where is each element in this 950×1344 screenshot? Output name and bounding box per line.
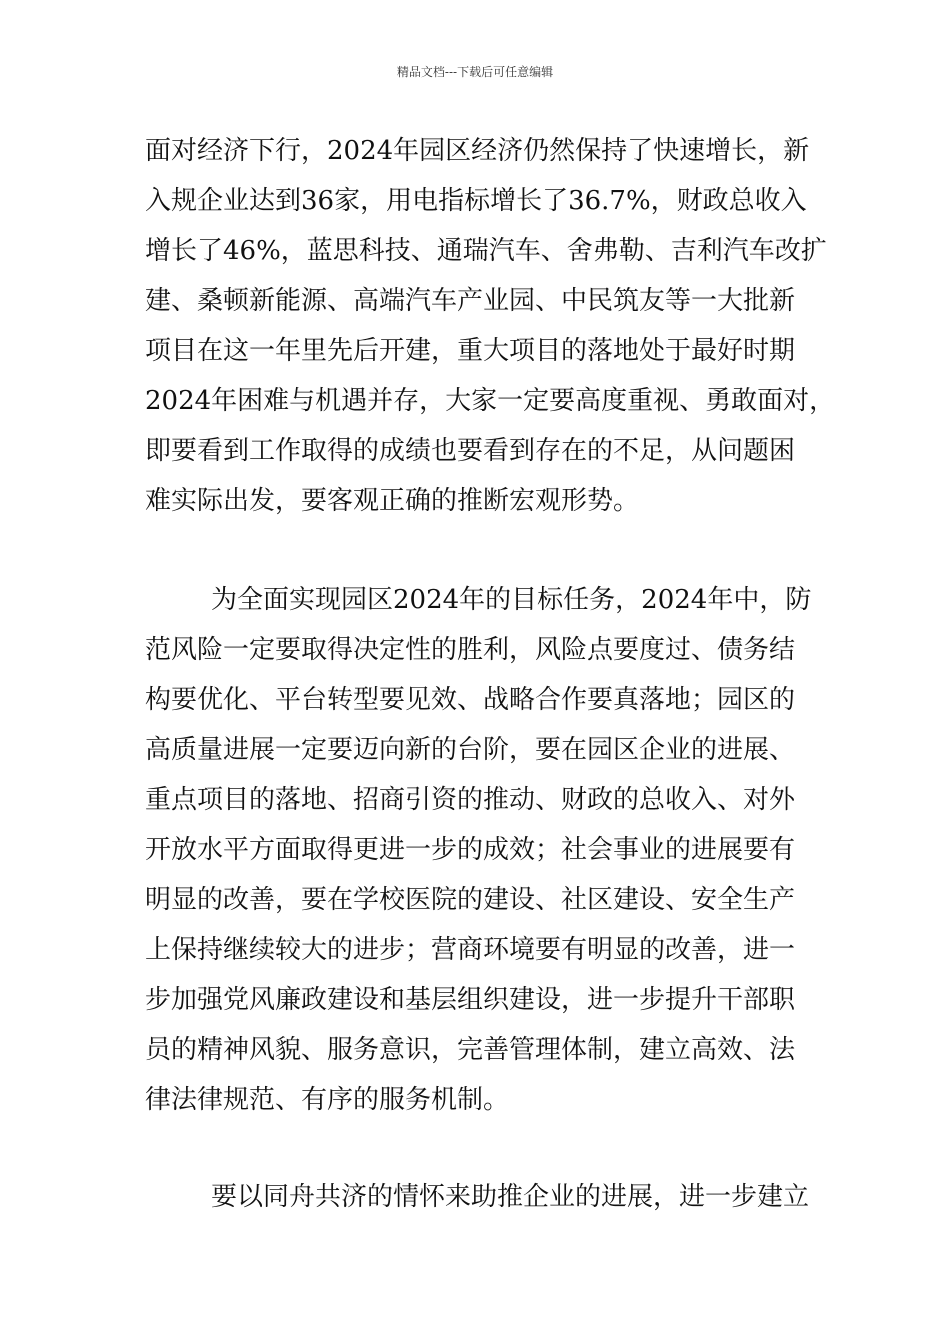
paragraph-line: 项目在这一年里先后开建，重大项目的落地处于最好时期	[145, 336, 796, 366]
paragraph-line: 步加强党风廉政建设和基层组织建设，进一步提升干部职	[145, 985, 796, 1015]
paragraph-line: 面对经济下行，2024年园区经济仍然保持了快速增长，新	[145, 136, 810, 166]
paragraph-line: 要以同舟共济的情怀来助推企业的进展，进一步建立	[211, 1182, 810, 1212]
page-header: 精品文档---下载后可任意编辑	[396, 65, 554, 79]
paragraph-line: 建、桑顿新能源、高端汽车产业园、中民筑友等一大批新	[145, 286, 796, 316]
paragraph-3	[145, 1172, 813, 1222]
paragraph-line: 难实际出发，要客观正确的推断宏观形势。	[145, 486, 640, 516]
paragraph-line: 为全面实现园区2024年的目标任务，2024年中，防	[211, 585, 812, 615]
paragraph-line: 开放水平方面取得更进一步的成效；社会事业的进展要有	[145, 835, 796, 865]
paragraph-line: 增长了46%，蓝思科技、通瑞汽车、舍弗勒、吉利汽车改扩	[145, 236, 827, 266]
paragraph-line: 范风险一定要取得决定性的胜利，风险点要度过、债务结	[145, 635, 796, 665]
paragraph-line: 明显的改善，要在学校医院的建设、社区建设、安全生产	[145, 885, 796, 915]
paragraph-2	[145, 575, 813, 1125]
paragraph-line: 上保持继续较大的进步；营商环境要有明显的改善，进一	[145, 935, 796, 965]
paragraph-line: 即要看到工作取得的成绩也要看到存在的不足，从问题困	[145, 436, 796, 466]
paragraph-line: 高质量进展一定要迈向新的台阶，要在园区企业的进展、	[145, 735, 796, 765]
paragraph-line: 入规企业达到36家，用电指标增长了36.7%，财政总收入	[145, 186, 807, 216]
paragraph-line: 重点项目的落地、招商引资的推动、财政的总收入、对外	[145, 785, 796, 815]
paragraph-line: 律法律规范、有序的服务机制。	[145, 1085, 510, 1115]
paragraph-1	[145, 126, 836, 526]
paragraph-line: 构要优化、平台转型要见效、战略合作要真落地；园区的	[145, 685, 796, 715]
paragraph-line: 员的精神风貌、服务意识，完善管理体制，建立高效、法	[145, 1035, 796, 1065]
paragraph-line: 2024年困难与机遇并存，大家一定要高度重视、勇敢面对，	[145, 386, 836, 416]
